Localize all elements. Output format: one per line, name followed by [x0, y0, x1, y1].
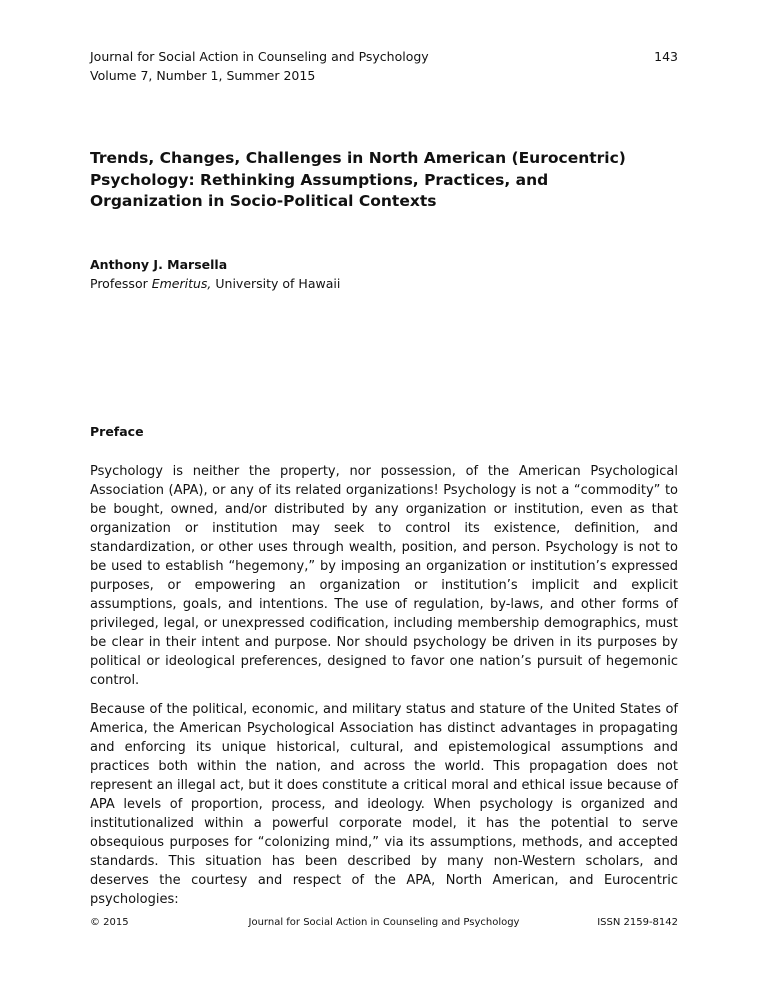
issn: ISSN 2159-8142 — [597, 917, 678, 928]
author-block — [90, 255, 678, 293]
section-heading-preface: Preface — [90, 423, 144, 439]
page-footer — [90, 916, 678, 930]
author-name: Anthony J. Marsella — [90, 256, 228, 272]
footer-journal-name: Journal for Social Action in Counseling and Psychology — [248, 917, 520, 928]
journal-header-left — [90, 47, 429, 85]
preface-paragraph-1: Psychology is neither the property, nor possession, of the American Psychological Association (APA), or any of its related organizations! Psychology is not a “commodity” to be bought, owned, and/or distributed by any organization or institution, even as that organization or institution may seek to control its existence, definition, and standardization, or other uses through wealth, position, and person. Psychology is not to be used to establish “hegemony,” by imposing an organization or institution’s expressed purposes, or empowering an organization or institution’s implicit and explicit assumptions, goals, and intentions. The use of regulation, by-laws, and other forms of privileged, legal, or unexpressed codification, including membership demographics, must be clear in their intent and purpose. Nor should psychology be driven in its purposes by political or ideological preferences, designed to favor one nation’s pursuit of hegemonic control. — [90, 463, 678, 688]
journal-header — [90, 47, 678, 85]
affiliation-emeritus: Emeritus, — [151, 275, 212, 291]
journal-volume-issue: Volume 7, Number 1, Summer 2015 — [90, 68, 316, 83]
article-title: Trends, Changes, Challenges in North American (Eurocentric) Psychology: Rethinking Assumptions, Practices, and Organization in Socio-Political Contexts — [90, 149, 626, 210]
preface-paragraph-2: Because of the political, economic, and military status and stature of the United States of America, the American Psychological Association has distinct advantages in propagating and enforcing its unique historical, cultural, and epistemological assumptions and practices both within the nation, and across the world. This propagation does not represent an illegal act, but it does constitute a critical moral and ethical issue because of APA levels of proportion, process, and ideology. When psychology is organized and institutionalized within a powerful corporate model, it has the potential to serve obsequious purposes for “colonizing mind,” via its assumptions, methods, and accepted standards. This situation has been described by many non-Western scholars, and deserves the courtesy and respect of the APA, North American, and Eurocentric psychologies: — [90, 701, 678, 907]
affiliation-suffix: University of Hawaii — [211, 275, 341, 291]
page-number: 143 — [654, 49, 678, 64]
affiliation-prefix: Professor — [90, 275, 152, 291]
journal-name: Journal for Social Action in Counseling and Psychology — [90, 49, 429, 64]
author-affiliation — [90, 274, 678, 293]
copyright: © 2015 — [90, 917, 129, 928]
